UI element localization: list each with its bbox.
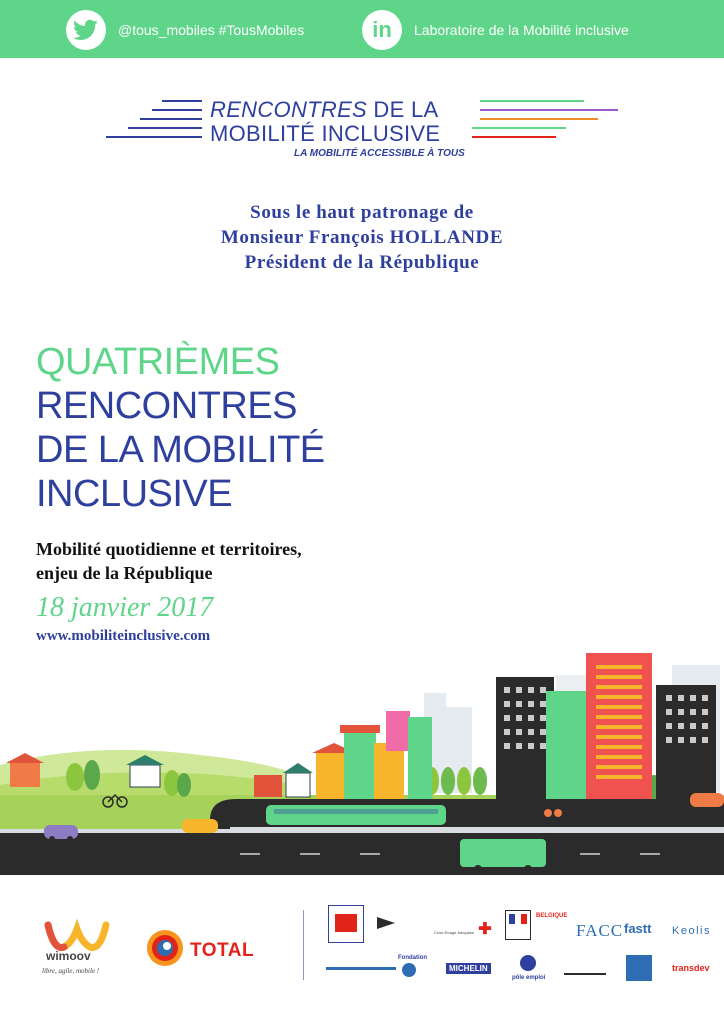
event-subtitle (36, 537, 302, 585)
partner-logo-gouvernement (505, 910, 531, 940)
main-heading (36, 340, 325, 516)
patronage-line: Monsieur François HOLLANDE (220, 227, 504, 248)
partner-logo-arrow-icon (377, 917, 395, 929)
logo-line (472, 136, 556, 138)
partner-logo-facc: FACC (576, 921, 624, 940)
partner-logo-belgique: BELGIQUE (536, 913, 568, 919)
logo-line (480, 100, 584, 102)
event-logo (100, 95, 630, 165)
logo-line (106, 136, 202, 138)
heading-line: INCLUSIVE (36, 473, 233, 515)
subtitle-line: enjeu de la République (36, 563, 213, 583)
partner-logo-transdev: transdev (672, 963, 710, 973)
logo-line (140, 118, 202, 120)
partner-logo-fondation: Fondation (398, 955, 427, 961)
partner-logo-keolis: Keolis (672, 925, 711, 937)
partner-logo-fondation-2 (564, 965, 606, 975)
sponsors-bar (0, 895, 724, 995)
logo-line (152, 109, 202, 111)
wimoov-tagline: libre, agile, mobile ! (42, 967, 100, 975)
subtitle-line: Mobilité quotidienne et territoires, (36, 539, 302, 559)
logo-tagline: LA MOBILITÉ ACCESSIBLE À TOUS (294, 148, 465, 159)
twitter-handle: @tous_mobiles #TousMobiles (118, 22, 305, 38)
heading-line: DE LA MOBILITÉ (36, 429, 325, 471)
logo-line (480, 109, 618, 111)
prefecture-emblem-icon (335, 914, 357, 932)
fondation-emblem-icon (402, 963, 416, 977)
partner-logo-generic (326, 967, 396, 970)
red-cross-icon: ✚ (478, 921, 492, 938)
patronage-line: Sous le haut patronage de (250, 202, 474, 223)
linkedin-icon-text: in (372, 17, 392, 42)
total-logo-icon (145, 928, 185, 968)
logo-line (128, 127, 202, 129)
event-date: 18 janvier 2017 (36, 592, 214, 623)
partner-logo-croix-rouge (434, 919, 492, 939)
website-link[interactable]: www.mobiliteinclusive.com (36, 628, 211, 644)
pole-emploi-icon (520, 955, 536, 971)
logo-title-italic: RENCONTRES (210, 97, 368, 122)
logo-line (480, 118, 598, 120)
twitter-icon (66, 10, 106, 50)
patronage-block (0, 200, 724, 275)
linkedin-link[interactable] (362, 10, 629, 50)
social-bar (0, 0, 724, 58)
partner-logo-secours (626, 955, 652, 981)
partner-logo-fastt: fastt (624, 921, 652, 936)
logo-title-line2: MOBILITÉ INCLUSIVE (210, 121, 441, 146)
logo-title-rest: DE LA (367, 97, 439, 122)
total-name: TOTAL (190, 940, 255, 961)
croix-rouge-label: Croix-Rouge française (434, 930, 474, 935)
linkedin-name: Laboratoire de la Mobilité inclusive (414, 22, 629, 38)
heading-line: RENCONTRES (36, 385, 298, 427)
flag-icon (509, 914, 527, 924)
partner-logo-prefecture (328, 905, 364, 943)
partner-logo-pole-emploi: pôle emploi (512, 975, 546, 981)
linkedin-icon (362, 10, 402, 50)
logo-line (472, 127, 566, 129)
city-illustration (0, 645, 724, 880)
patronage-line: Président de la République (244, 252, 480, 273)
wimoov-name: wimoov (46, 949, 91, 963)
logo-line (162, 100, 202, 102)
partner-logo-michelin: MICHELIN (446, 963, 491, 974)
logo-title-line1 (210, 97, 439, 123)
heading-line: QUATRIÈMES (36, 341, 280, 383)
twitter-link[interactable] (66, 10, 304, 50)
sponsor-divider (303, 910, 304, 980)
